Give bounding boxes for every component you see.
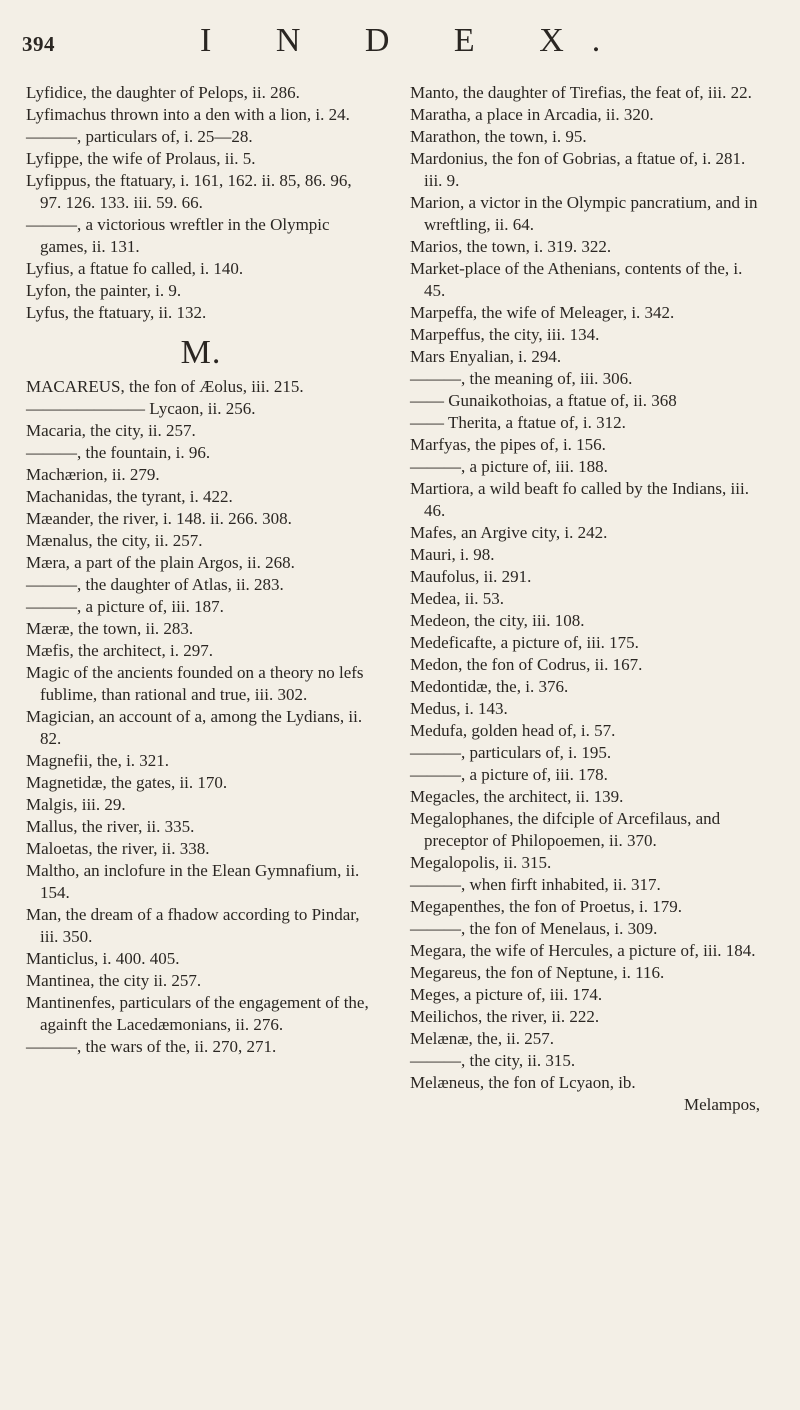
index-entry: Maltho, an inclofure in the Elean Gymnafium, ii. 154. [26, 861, 360, 902]
index-entry: Lyfius, a ftatue fo called, i. 140. [26, 259, 244, 278]
page-header [0, 18, 800, 68]
index-entry: ——————— Lycaon, ii. 256. [26, 399, 256, 418]
index-entry: Mantinea, the city ii. 257. [26, 971, 202, 990]
index-entry: Macaria, the city, ii. 257. [26, 421, 196, 440]
index-entry: Marpeffa, the wife of Meleager, i. 342. [410, 303, 675, 322]
index-entry: ———, a picture of, iii. 178. [410, 765, 608, 784]
index-entry: ———, a victorious wreftler in the Olympic games, ii. 131. [26, 215, 330, 256]
index-entry: Mars Enyalian, i. 294. [410, 347, 562, 366]
index-entry: Megalopolis, ii. 315. [410, 853, 552, 872]
index-entry: Meges, a picture of, iii. 174. [410, 985, 603, 1004]
index-entry: Magnefii, the, i. 321. [26, 751, 170, 770]
index-entry: Mallus, the river, ii. 335. [26, 817, 195, 836]
index-entry: ———, the daughter of Atlas, ii. 283. [26, 575, 284, 594]
index-entry: Lyfon, the painter, i. 9. [26, 281, 182, 300]
index-entry: Marfyas, the pipes of, i. 156. [410, 435, 606, 454]
index-entry: Medeon, the city, iii. 108. [410, 611, 585, 630]
index-entry: ———, the wars of the, ii. 270, 271. [26, 1037, 277, 1056]
entries-after-section [26, 376, 376, 1058]
index-entry: ———, particulars of, i. 195. [410, 743, 612, 762]
right-column [410, 82, 760, 1116]
index-entry: Megapenthes, the fon of Proetus, i. 179. [410, 897, 682, 916]
index-entry: Mænalus, the city, ii. 257. [26, 531, 203, 550]
index-entry: ———, when firft inhabited, ii. 317. [410, 875, 661, 894]
index-entry: Lyfippus, the ftatuary, i. 161, 162. ii. 85, 86. 96, 97. 126. 133. iii. 59. 66. [26, 171, 352, 212]
index-entry: Medufa, golden head of, i. 57. [410, 721, 616, 740]
index-entry: Machanidas, the tyrant, i. 422. [26, 487, 233, 506]
index-entry: Melæneus, the fon of Lcyaon, ib. [410, 1073, 636, 1092]
index-entry: Marion, a victor in the Olympic pancratium, and in wreftling, ii. 64. [410, 193, 758, 234]
entries-before-section [26, 82, 376, 324]
index-entry: Mantinenfes, particulars of the engagement of the, againft the Lacedæmonians, ii. 276. [26, 993, 369, 1034]
index-entry: ———, the fon of Menelaus, i. 309. [410, 919, 658, 938]
index-entry: Lyfidice, the daughter of Pelops, ii. 286. [26, 83, 300, 102]
index-entry: Maratha, a place in Arcadia, ii. 320. [410, 105, 654, 124]
index-entry: —— Therita, a ftatue of, i. 312. [410, 413, 626, 432]
index-entry: Martiora, a wild beaft fo called by the Indians, iii. 46. [410, 479, 749, 520]
index-entry: Maloetas, the river, ii. 338. [26, 839, 210, 858]
index-entry: Magic of the ancients founded on a theory no lefs fublime, than rational and true, iii. 302. [26, 663, 364, 704]
index-entry: —— Gunaikothoias, a ftatue of, ii. 368 [410, 391, 677, 410]
index-entry: ———, a picture of, iii. 188. [410, 457, 608, 476]
index-entry: ———, a picture of, iii. 187. [26, 597, 224, 616]
index-entry: Megareus, the fon of Neptune, i. 116. [410, 963, 665, 982]
index-entry: ———, the fountain, i. 96. [26, 443, 211, 462]
index-entry: Mauri, i. 98. [410, 545, 495, 564]
index-entry: Melænæ, the, ii. 257. [410, 1029, 555, 1048]
index-entry: Marios, the town, i. 319. 322. [410, 237, 612, 256]
right-entries [410, 82, 760, 1094]
index-entry: Mæra, a part of the plain Argos, ii. 268. [26, 553, 295, 572]
running-title: I N D E X. [200, 22, 629, 59]
index-entry: Megacles, the architect, ii. 139. [410, 787, 624, 806]
index-entry: Malgis, iii. 29. [26, 795, 126, 814]
index-entry: Medeficafte, a picture of, iii. 175. [410, 633, 639, 652]
index-entry: Lyfimachus thrown into a den with a lion, i. 24. [26, 105, 350, 124]
catchword: Melampos, [683, 1095, 760, 1114]
index-entry: Lyfippe, the wife of Prolaus, ii. 5. [26, 149, 256, 168]
index-entry: Medea, ii. 53. [410, 589, 504, 608]
index-entry: Mafes, an Argive city, i. 242. [410, 523, 608, 542]
index-entry: MACAREUS, the fon of Æolus, iii. 215. [26, 377, 304, 396]
index-entry: Lyfus, the ftatuary, ii. 132. [26, 303, 207, 322]
index-entry: Mæræ, the town, ii. 283. [26, 619, 194, 638]
left-column [26, 82, 376, 1058]
index-entry: ———, the city, ii. 315. [410, 1051, 576, 1070]
index-entry: Marathon, the town, i. 95. [410, 127, 587, 146]
index-entry: Manto, the daughter of Tirefias, the feat of, iii. 22. [410, 83, 752, 102]
index-entry: Meilichos, the river, ii. 222. [410, 1007, 600, 1026]
index-entry: Market-place of the Athenians, contents of the, i. 45. [410, 259, 743, 300]
index-entry: Mardonius, the fon of Gobrias, a ftatue of, i. 281. iii. 9. [410, 149, 746, 190]
index-entry: ———, the meaning of, iii. 306. [410, 369, 633, 388]
index-entry: ———, particulars of, i. 25—28. [26, 127, 253, 146]
page-number: 394 [22, 32, 55, 56]
index-entry: Magnetidæ, the gates, ii. 170. [26, 773, 228, 792]
index-entry: Mæfis, the architect, i. 297. [26, 641, 213, 660]
index-entry: Manticlus, i. 400. 405. [26, 949, 180, 968]
index-entry: Maufolus, ii. 291. [410, 567, 532, 586]
index-entry: Magician, an account of a, among the Lydians, ii. 82. [26, 707, 363, 748]
index-entry: Megalophanes, the difciple of Arcefilaus, and preceptor of Philopoemen, ii. 370. [410, 809, 721, 850]
section-letter-heading: M. [180, 334, 222, 371]
index-entry: Marpeffus, the city, iii. 134. [410, 325, 600, 344]
index-entry: Man, the dream of a fhadow according to Pindar, iii. 350. [26, 905, 360, 946]
index-entry: Megara, the wife of Hercules, a picture of, iii. 184. [410, 941, 756, 960]
index-entry: Medus, i. 143. [410, 699, 508, 718]
index-entry: Medon, the fon of Codrus, ii. 167. [410, 655, 643, 674]
index-entry: Medontidæ, the, i. 376. [410, 677, 569, 696]
index-entry: Machærion, ii. 279. [26, 465, 160, 484]
index-entry: Mæander, the river, i. 148. ii. 266. 308. [26, 509, 292, 528]
